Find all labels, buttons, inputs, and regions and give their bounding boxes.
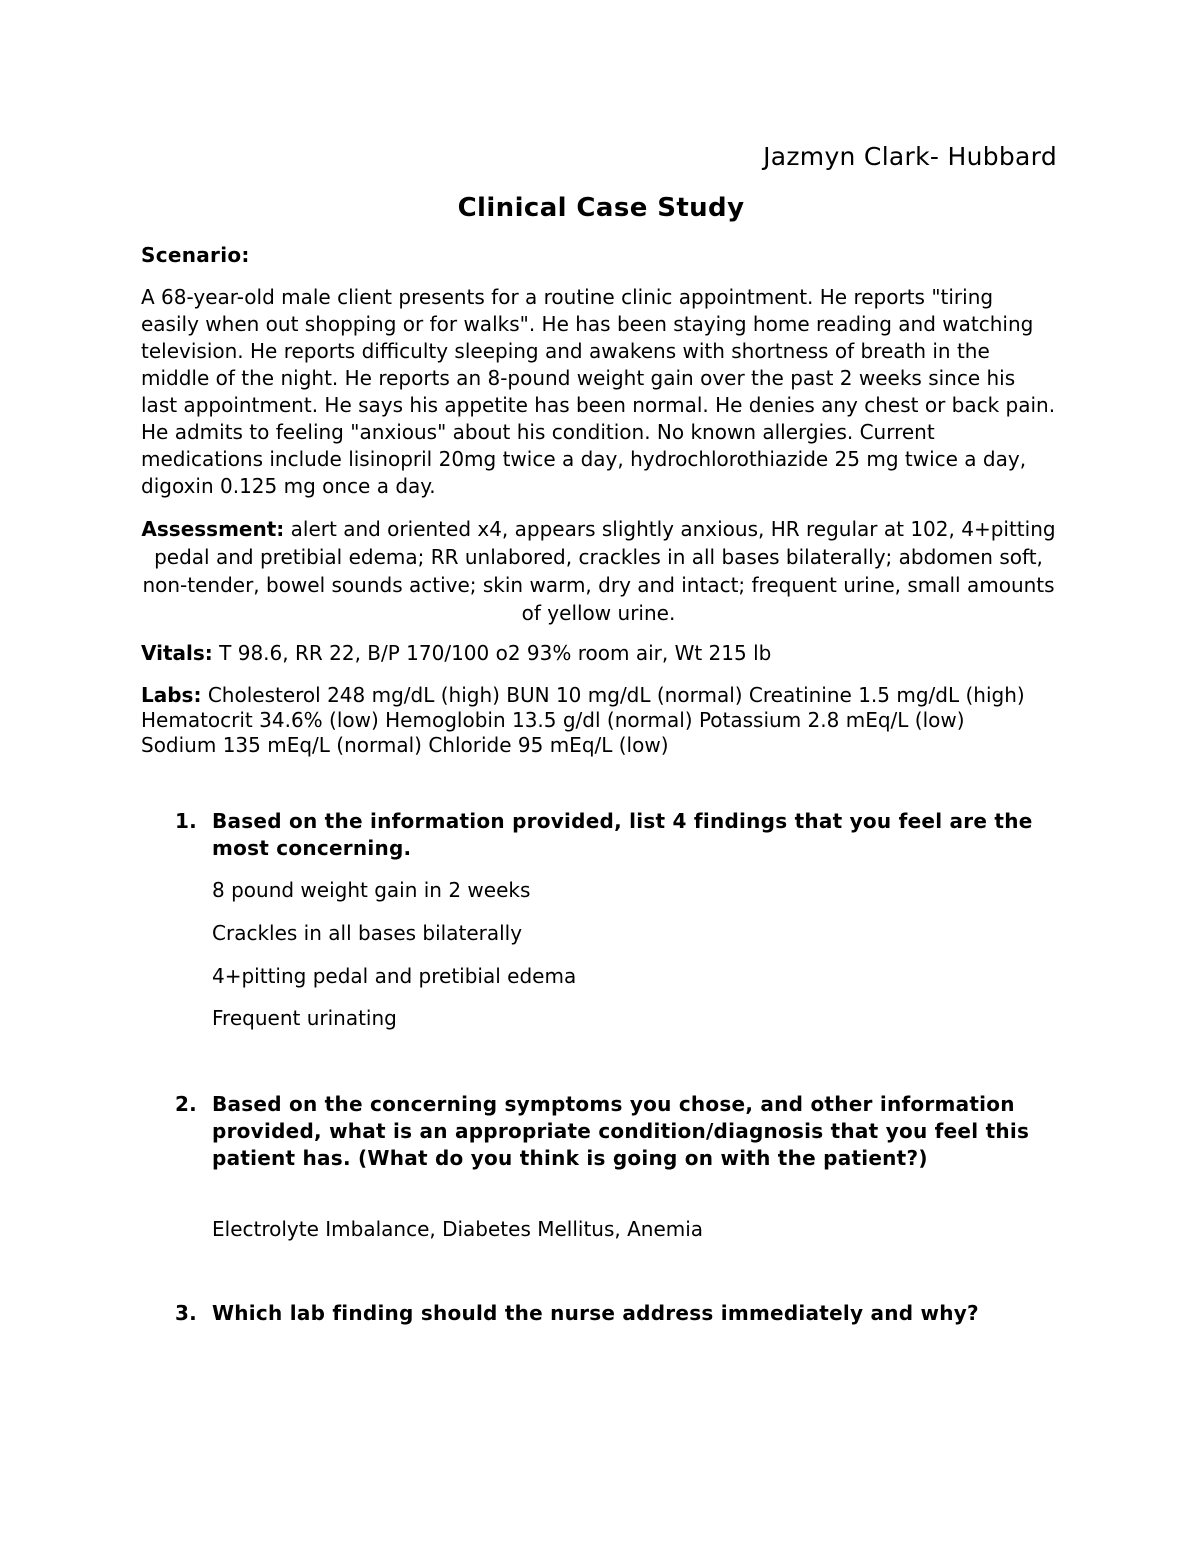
scenario-heading: Scenario: [141, 243, 250, 267]
labs-line: Hematocrit 34.6% (low) Hemoglobin 13.5 g/dl (normal) Potassium 2.8 mEq/L (low) [141, 708, 965, 732]
question-text: Based on the concerning symptoms you chose, and other information provided, what is an appropriate condition/diagnosis that you feel this patient has. (What do you think is going on with the patient?) [212, 1092, 1030, 1170]
answer-item: Frequent urinating [212, 1006, 397, 1030]
vitals-label: Vitals: [141, 641, 213, 665]
vitals-paragraph [141, 640, 1056, 667]
question-text: Which lab finding should the nurse address immediately and why? [212, 1301, 979, 1325]
author-name: Jazmyn Clark- Hubbard [763, 142, 1057, 171]
assessment-paragraph [141, 515, 1056, 627]
vitals-text: T 98.6, RR 22, B/P 170/100 o2 93% room air, Wt 215 lb [219, 641, 772, 665]
assessment-text: alert and oriented x4, appears slightly anxious, HR regular at 102, 4+pitting pedal and pretibial edema; RR unlabored, crackles in all bases bilaterally; abdomen soft, non-tender, bowel sounds active; skin warm, dry and intact; frequent urine, small amounts of yellow urine. [142, 517, 1056, 625]
assessment-label: Assessment: [141, 517, 285, 541]
labs-line [141, 683, 1031, 708]
labs-label: Labs: [141, 683, 202, 707]
document-title: Clinical Case Study [457, 193, 745, 223]
question-1 [175, 808, 1035, 862]
labs-line: Sodium 135 mEq/L (normal) Chloride 95 mEq/L (low) [141, 733, 669, 757]
question-2 [175, 1091, 1035, 1172]
question-3 [175, 1300, 1035, 1327]
scenario-paragraph: A 68-year-old male client presents for a routine clinic appointment. He reports "tiring easily when out shopping or for walks". He has been staying home reading and watching television. He reports difficulty sleeping and awakens with shortness of breath in the middle of the night. He reports an 8-pound weight gain over the past 2 weeks since his last appointment. He says his appetite has been normal. He denies any chest or back pain. He admits to feeling "anxious" about his condition. No known allergies. Current medications include lisinopril 20mg twice a day, hydrochlorothiazide 25 mg twice a day, digoxin 0.125 mg once a day. [141, 285, 1056, 498]
labs-line-text: Cholesterol 248 mg/dL (high) BUN 10 mg/dL (normal) Creatinine 1.5 mg/dL (high) [207, 683, 1025, 707]
answer-item: Crackles in all bases bilaterally [212, 921, 523, 945]
answer-item: 8 pound weight gain in 2 weeks [212, 878, 531, 902]
answer-item: 4+pitting pedal and pretibial edema [212, 964, 577, 988]
question-number: 1. [175, 809, 198, 833]
answer-item: Electrolyte Imbalance, Diabetes Mellitus, Anemia [212, 1217, 704, 1241]
labs-paragraph [141, 683, 1031, 758]
question-number: 3. [175, 1301, 198, 1325]
question-text: Based on the information provided, list 4 findings that you feel are the most concerning. [212, 809, 1033, 860]
question-number: 2. [175, 1092, 198, 1116]
document-page [141, 0, 1061, 1553]
